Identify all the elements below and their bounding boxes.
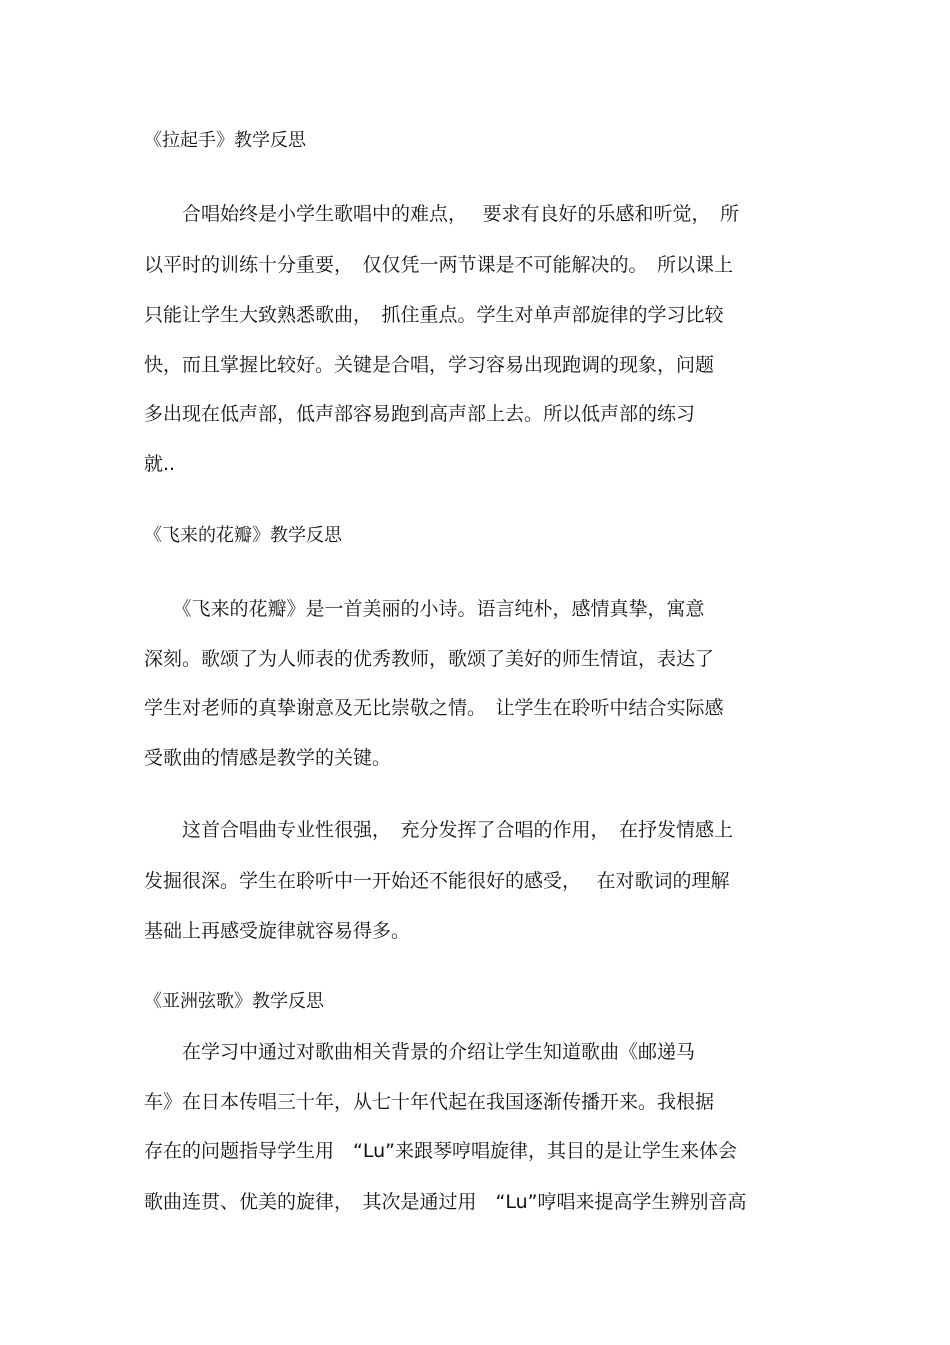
- paragraph-line: 只能让学生大致熟悉歌曲， 抓住重点。学生对单声部旋律的学习比较: [144, 304, 724, 326]
- paragraph-line: 歌曲连贯、优美的旋律， 其次是通过用 “Lu”哼唱来提高学生辨别音高: [144, 1191, 747, 1213]
- paragraph-line: 学生对老师的真挚谢意及无比崇敬之情。 让学生在聆听中结合实际感: [144, 697, 724, 719]
- paragraph-line: 深刻。歌颂了为人师表的优秀教师，歌颂了美好的师生情谊，表达了: [144, 648, 715, 670]
- paragraph-line: 合唱始终是小学生歌唱中的难点， 要求有良好的乐感和听觉， 所: [144, 203, 740, 225]
- paragraph-line: 以平时的训练十分重要， 仅仅凭一两节课是不可能解决的。 所以课上: [144, 254, 734, 276]
- paragraph-line: 存在的问题指导学生用 “Lu”来跟琴哼唱旋律，其目的是让学生来体会: [144, 1140, 737, 1162]
- section-title-3: 《亚洲弦歌》教学反思: [144, 991, 324, 1012]
- paragraph-line: 这首合唱曲专业性很强， 充分发挥了合唱的作用， 在抒发情感上: [144, 819, 734, 841]
- paragraph-line: 多出现在低声部，低声部容易跑到高声部上去。所以低声部的练习: [144, 403, 696, 425]
- paragraph-line: 受歌曲的情感是教学的关键。: [144, 747, 392, 769]
- section-title-1: 《拉起手》教学反思: [144, 130, 306, 151]
- paragraph-line: 《飞来的花瓣》是一首美丽的小诗。语言纯朴，感情真挚，寓意: [144, 598, 705, 620]
- section-title-2: 《飞来的花瓣》教学反思: [144, 525, 342, 546]
- paragraph-line: 发掘很深。学生在聆听中一开始还不能很好的感受， 在对歌词的理解: [144, 870, 730, 892]
- paragraph-line: 基础上再感受旋律就容易得多。: [144, 920, 411, 942]
- paragraph-line: 车》在日本传唱三十年，从七十年代起在我国逐渐传播开来。我根据: [144, 1091, 715, 1113]
- paragraph-line: 在学习中通过对歌曲相关背景的介绍让学生知道歌曲《邮递马: [144, 1041, 696, 1063]
- paragraph-line: 就..: [144, 453, 176, 475]
- paragraph-line: 快，而且掌握比较好。关键是合唱，学习容易出现跑调的现象，问题: [144, 354, 715, 376]
